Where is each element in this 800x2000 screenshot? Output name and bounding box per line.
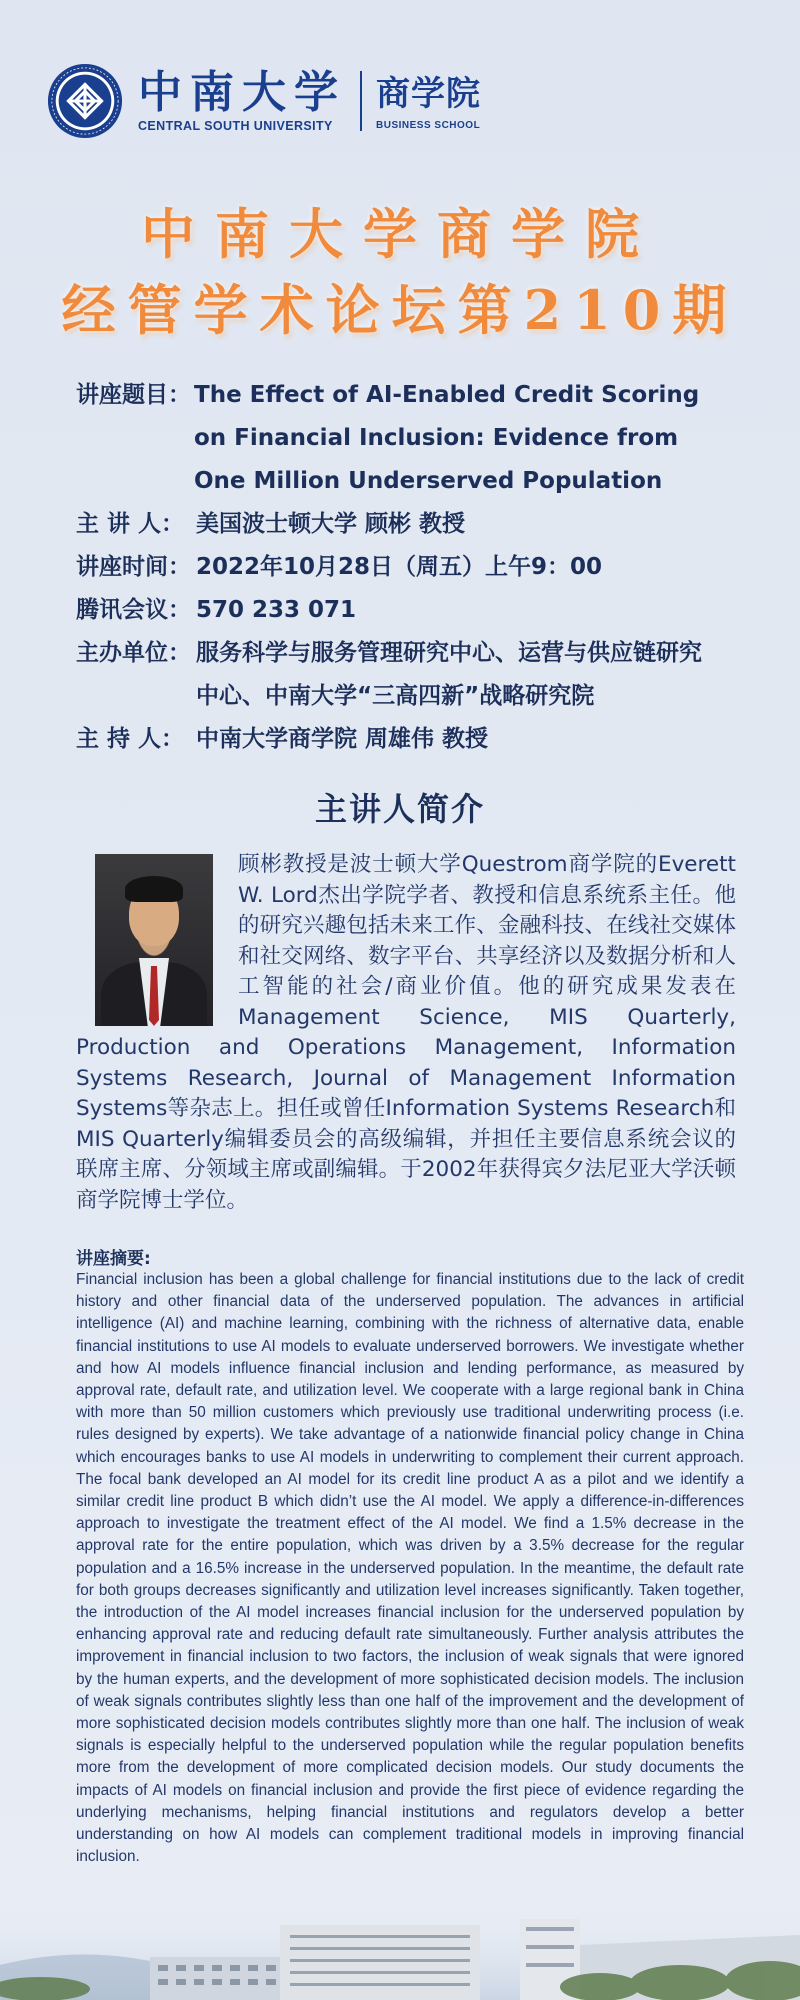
- time-label: 讲座时间：: [76, 554, 191, 580]
- school-name-cn: 商学院: [376, 73, 481, 114]
- organizer-value-line-1: 服务科学与服务管理研究中心、运营与供应链研究: [196, 640, 702, 666]
- school-logo: [46, 60, 481, 142]
- topic-value: The Effect of AI-Enabled Credit Scoring on Financial Inclusion: Evidence from One Million Underserved Population: [194, 382, 700, 494]
- meeting-row: [76, 589, 736, 632]
- meeting-label: 腾讯会议：: [76, 597, 191, 623]
- topic-row: [76, 374, 736, 503]
- time-row: [76, 546, 736, 589]
- campus-building-image: [0, 1905, 800, 2000]
- school-name-en: BUSINESS SCHOOL: [376, 119, 481, 131]
- topic-label: 讲座题目：: [76, 382, 191, 408]
- poster-title-line-1: 中南大学商学院: [141, 202, 659, 266]
- meeting-id: 570 233 071: [196, 597, 357, 623]
- organizer-value-line-2: 中心、中南大学“三高四新”战略研究院: [196, 683, 595, 709]
- university-name-en: CENTRAL SOUTH UNIVERSITY: [138, 119, 333, 133]
- organizer-value: [196, 632, 736, 718]
- abstract-label: 讲座摘要:: [76, 1249, 151, 1269]
- lecture-info: [76, 374, 736, 761]
- speaker-value: 美国波士顿大学 顾彬 教授: [196, 511, 466, 537]
- poster-title-line-2: 经管学术论坛第210期: [61, 278, 739, 342]
- host-value: 中南大学商学院 周雄伟 教授: [196, 726, 489, 752]
- speaker-row: [76, 503, 736, 546]
- logo-divider: [360, 71, 362, 131]
- speaker-label: 主 讲 人：: [76, 511, 185, 537]
- organizer-row: [76, 632, 736, 718]
- time-value: 2022年10月28日（周五）上午9：00: [196, 554, 603, 580]
- speaker-bio: [76, 850, 736, 1216]
- university-seal-icon: [46, 62, 124, 140]
- organizer-label: 主办单位：: [76, 640, 191, 666]
- university-name-cn: 中南大学: [138, 67, 346, 118]
- host-label: 主 持 人：: [76, 726, 185, 752]
- speaker-bio-text: 顾彬教授是波士顿大学Questrom商学院的Everett W. Lord杰出学院学者、教授和信息系统系主任。他的研究兴趣包括未来工作、金融科技、在线社交媒体和社交网络、数字平台、共享经济以及数据分析和人工智能的社会/商业价值。他的研究成果发表在Management Science, MIS Quarterly, Production and Operations Management, Information Systems Research, Journal of Management Information Systems等杂志上。担任或曾任Information Systems Research和 MIS Quarterly编辑委员会的高级编辑，并担任主要信息系统会议的联席主席、分领域主席或副编辑。于2002年获得宾夕法尼亚大学沃顿商学院博士学位。: [76, 852, 736, 1213]
- bio-heading: 主讲人简介: [314, 790, 485, 828]
- abstract-text: Financial inclusion has been a global challenge for financial institutions due to the lack of credit history and other financial data of the underserved population. The advances in artificial intelligence (AI) and machine learning, combining with the richness of alternative data, enable financial institutions to use AI models to evaluate underserved borrowers. We investigate whether and how AI models influence financial inclusion and lending performance, as measured by approval rate, default rate, and utilization level. We cooperate with a large regional bank in China with more than 50 million customers which previously use traditional underwriting process (i.e. rules designed by experts). We take advantage of a nationwide financial policy change in China which encourages banks to use AI models in underwriting to complement their current approach. The focal bank developed an AI model for its credit line product A as a pilot and we identify a similar credit line product B which didn’t use the AI model. We apply a difference-in-differences approach to investigate the treatment effect of the AI model. We find a 1.5% decrease in the approval rate for the entire population, which was driven by a 3.5% decrease for the regular population and a 16.5% increase in the underserved population. In the meantime, the default rate for both groups decreases significantly and utilization level increases significantly. Taken together, the introduction of the AI model increases financial inclusion for the underserved population by enhancing approval rate and reducing default rate simultaneously. Further analysis attributes the improvement in financial inclusion to two factors, the inclusion of weak signals that were ignored by the human experts, and the development of more sophisticated decision models. The inclusion of weak signals contributes slightly less than one half of the improvement and the development of more sophisticated decision models contributes slightly more than one half. The inclusion of weak signals is especially helpful to the underserved population while the regular population benefits more from the development of more complicated decision models. Our study documents the impacts of AI models on financial inclusion and provide the first piece of evidence regarding the underlying mechanisms, helping financial institutions and regulators develop a better understanding on how AI models can complement traditional models in improving financial inclusion.: [76, 1271, 744, 1866]
- host-row: [76, 718, 736, 761]
